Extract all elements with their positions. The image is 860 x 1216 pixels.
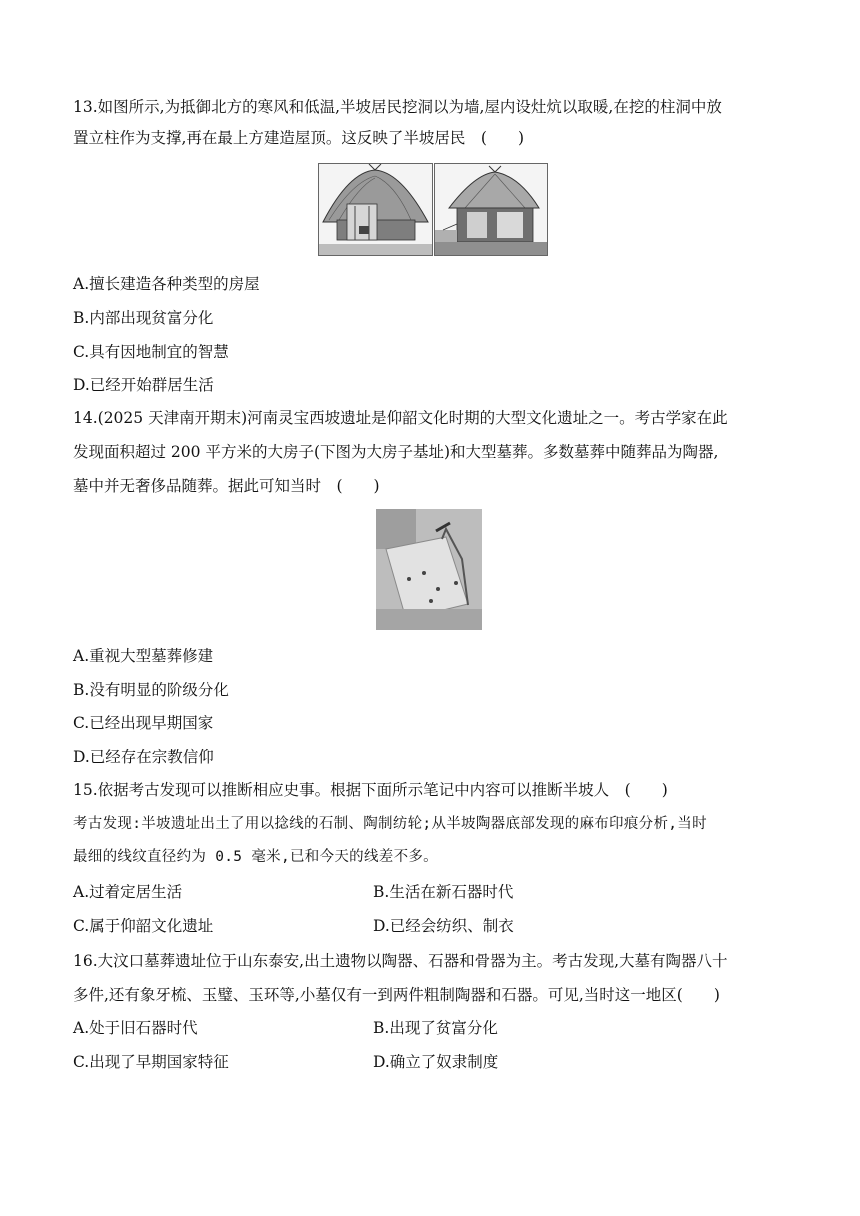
q16-option-d: D.确立了奴隶制度 — [373, 1053, 499, 1071]
q13-hut-cutaway-image — [434, 163, 548, 256]
q14-stem-line1: 14.(2025 天津南开期末)河南灵宝西坡遗址是仰韶文化时期的大型文化遗址之一。考古学家在此 — [73, 409, 728, 427]
q16-stem-line1: 16.大汶口墓葬遗址位于山东泰安,出土遗物以陶器、石器和骨器为主。考古发现,大墓有陶器八十 — [73, 952, 728, 970]
q14-option-b: B.没有明显的阶级分化 — [73, 681, 229, 699]
q16-stem-line2: 多件,还有象牙梳、玉璧、玉环等,小墓仅有一到两件粗制陶器和石器。可见,当时这一地区( ) — [73, 986, 720, 1004]
q14-house-foundation-photo — [376, 509, 482, 630]
q15-option-a: A.过着定居生活 — [73, 883, 183, 901]
q14-option-d: D.已经存在宗教信仰 — [73, 748, 214, 766]
q14-stem-line2: 发现面积超过 200 平方米的大房子(下图为大房子基址)和大型墓葬。多数墓葬中随葬品为陶器, — [73, 443, 719, 461]
q13-option-b: B.内部出现贫富分化 — [73, 309, 214, 327]
q15-option-b: B.生活在新石器时代 — [373, 883, 514, 901]
q15-option-d: D.已经会纺织、制衣 — [373, 917, 514, 935]
q13-stem-line2: 置立柱作为支撑,再在最上方建造屋顶。这反映了半坡居民 ( ) — [73, 129, 525, 147]
q16-option-a: A.处于旧石器时代 — [73, 1019, 198, 1037]
q13-hut-exterior-image — [318, 163, 433, 256]
q14-option-a: A.重视大型墓葬修建 — [73, 647, 214, 665]
q15-note-line1: 考古发现:半坡遗址出土了用以捻线的石制、陶制纺轮;从半坡陶器底部发现的麻布印痕分析,当时 — [73, 816, 707, 832]
q16-option-c: C.出现了早期国家特征 — [73, 1053, 229, 1071]
q14-option-c: C.已经出现早期国家 — [73, 714, 214, 732]
q14-stem-line3: 墓中并无奢侈品随葬。据此可知当时 ( ) — [73, 477, 380, 495]
q15-option-c: C.属于仰韶文化遗址 — [73, 917, 214, 935]
q15-note-line2: 最细的线纹直径约为 0.5 毫米,已和今天的线差不多。 — [73, 849, 438, 865]
q13-option-a: A.擅长建造各种类型的房屋 — [73, 275, 260, 293]
q15-stem-line1: 15.依据考古发现可以推断相应史事。根据下面所示笔记中内容可以推断半坡人 ( ) — [73, 781, 668, 799]
q13-stem-line1: 13.如图所示,为抵御北方的寒风和低温,半坡居民挖洞以为墙,屋内设灶炕以取暖,在挖的柱洞中放 — [73, 98, 722, 116]
q13-option-d: D.已经开始群居生活 — [73, 376, 214, 394]
q16-option-b: B.出现了贫富分化 — [373, 1019, 498, 1037]
q13-option-c: C.具有因地制宜的智慧 — [73, 343, 229, 361]
